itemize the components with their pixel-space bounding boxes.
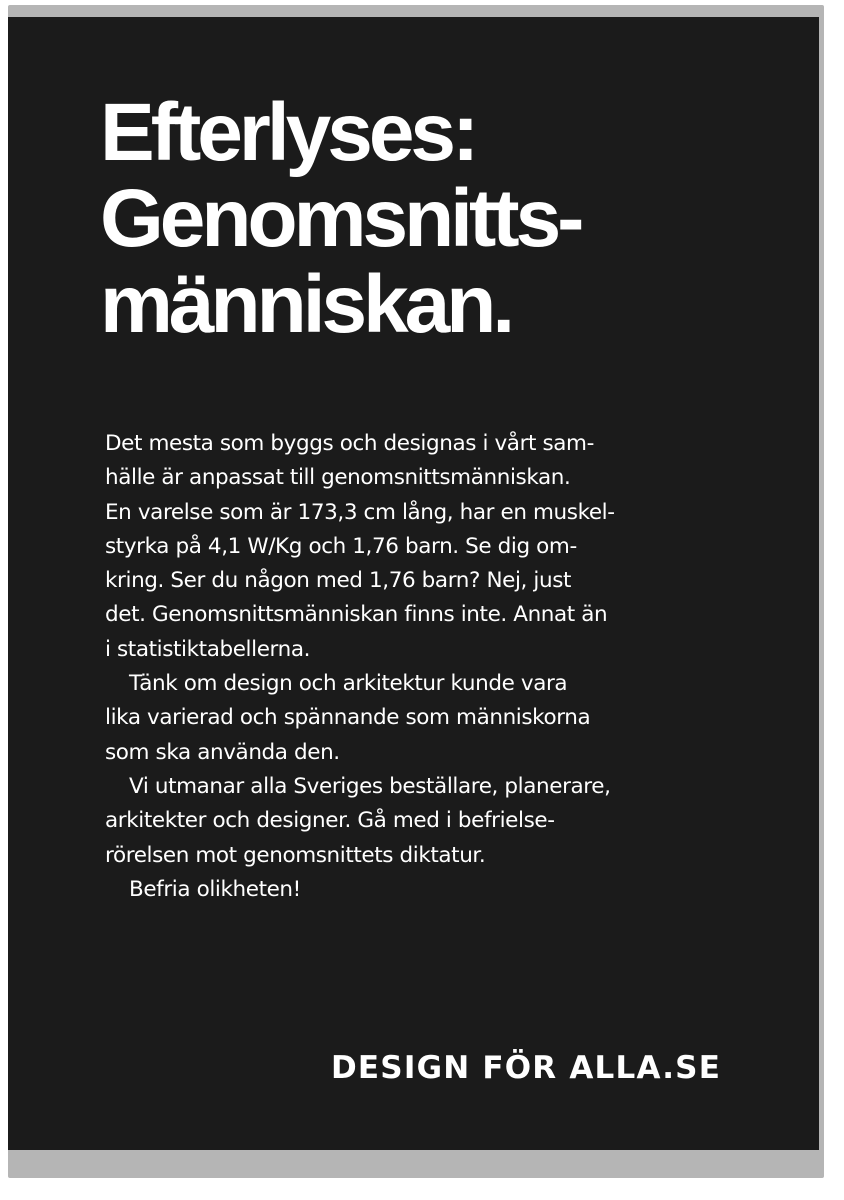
logo-text: DESIGN FÖR ALLA.SE [331,1050,722,1086]
body-line: lika varierad och spännande som människorna [105,705,591,731]
body-line: i statistiktabellerna. [105,636,311,662]
headline-line-1: Efterlyses: [100,87,476,178]
body-line: Tänk om design och arkitektur kunde vara [129,671,568,697]
headline-line-3: människan. [100,259,512,350]
headline [100,87,800,350]
body-line: Det mesta som byggs och designas i vårt sam- [105,431,594,456]
body-line: En varelse som är 173,3 cm lång, har en muskel- [105,499,615,525]
body-line: styrka på 4,1 W/Kg och 1,76 barn. Se dig om- [105,533,577,559]
body-line: det. Genomsnittsmänniskan finns inte. Annat än [105,602,608,628]
body-copy [105,427,725,907]
body-line: Befria olikheten! [129,876,301,902]
body-line: kring. Ser du någon med 1,76 barn? Nej, just [105,568,572,594]
body-line: arkitekter och designer. Gå med i befrielse- [105,808,555,834]
body-line: hälle är anpassat till genomsnittsmänniskan. [105,465,571,491]
body-line: Vi utmanar alla Sveriges beställare, planerare, [129,773,611,799]
headline-line-2: Genomsnitts- [100,173,581,264]
body-line: som ska använda den. [105,739,340,765]
body-line: rörelsen mot genomsnittets diktatur. [105,842,486,868]
